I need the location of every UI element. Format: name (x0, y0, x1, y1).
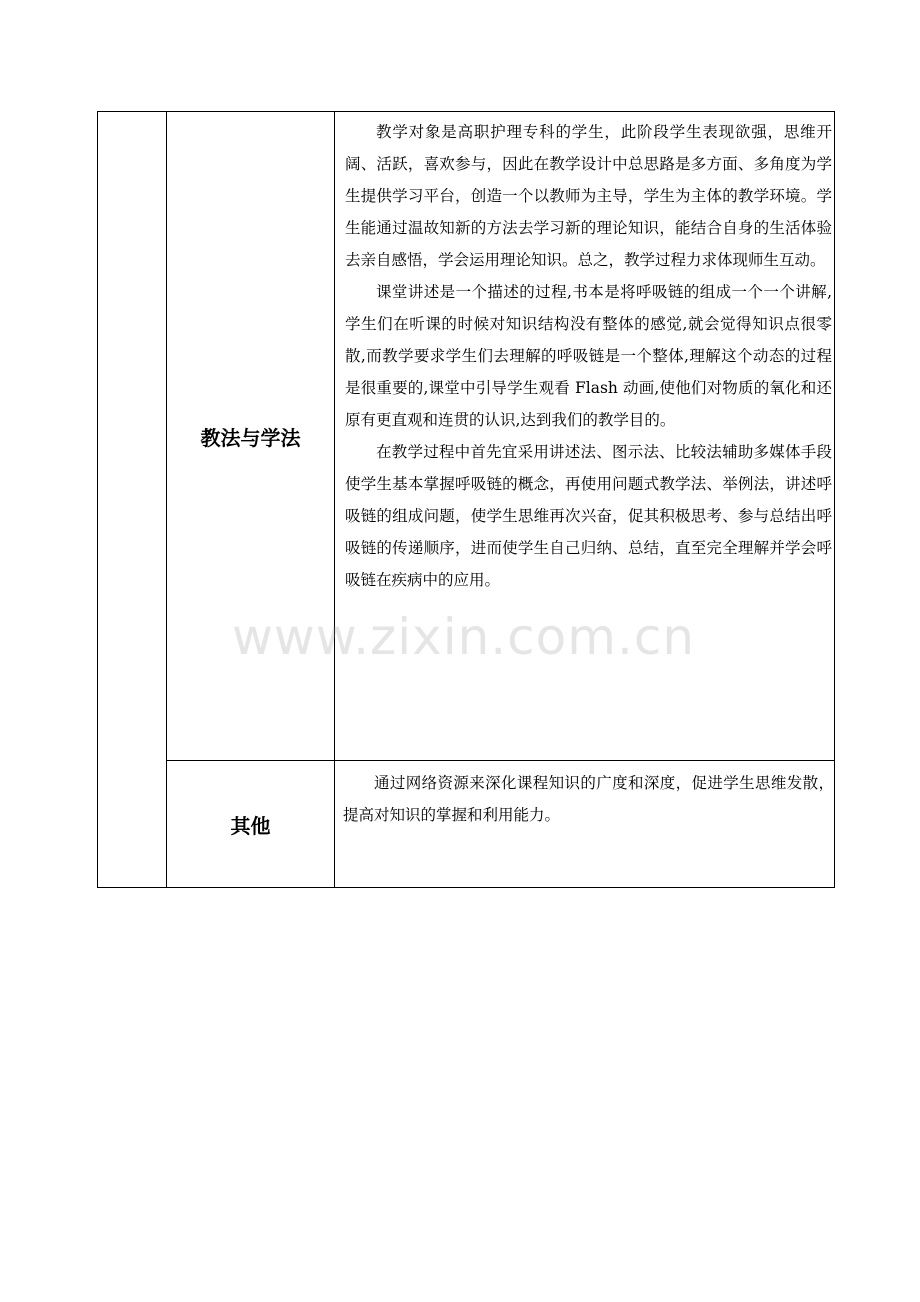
paragraph-methods-3: 在教学过程中首先宜采用讲述法、图示法、比较法辅助多媒体手段使学生基本掌握呼吸链的概念，再使用问题式教学法、举例法，讲述呼吸链的组成问题，使学生思维再次兴奋，促其积极思考、参与总结出呼吸链的传递顺序，进而使学生自己归纳、总结，直至完全理解并学会呼吸链在疾病中的应用。 (345, 443, 832, 589)
lesson-plan-table (97, 111, 835, 888)
label-cell-methods (167, 112, 335, 761)
paragraph-methods-1: 教学对象是高职护理专科的学生，此阶段学生表现欲强，思维开阔、活跃，喜欢参与，因此在教学设计中总思路是多方面、多角度为学生提供学习平台，创造一个以教师为主导，学生为主体的教学环境。学生能通过温故知新的方法去学习新的理论知识，能结合自身的生活体验去亲自感悟，学会运用理论知识。总之，教学过程力求体现师生互动。 (345, 123, 832, 269)
table-row-methods (98, 112, 835, 761)
label-cell-other (167, 761, 335, 888)
row-label-other: 其他 (230, 813, 271, 838)
content-block-methods (335, 112, 834, 760)
paragraph-other-1: 通过网络资源来深化课程知识的广度和深度，促进学生思维发散，提高对知识的掌握和利用能力。 (343, 774, 834, 824)
paragraph-methods-2: 课堂讲述是一个描述的过程,书本是将呼吸链的组成一个一个讲解,学生们在听课的时候对知识结构没有整体的感觉,就会觉得知识点很零散,而教学要求学生们去理解的呼吸链是一个整体,理解这个动态的过程是很重要的,课堂中引导学生观看 Flash 动画,使他们对物质的氧化和还原有更直观和连贯的认识,达到我们的教学目的。 (345, 283, 832, 429)
table-row-other (98, 761, 835, 888)
content-block-other (335, 761, 834, 887)
blank-side-cell (98, 112, 167, 888)
row-label-methods: 教法与学法 (200, 425, 301, 450)
watermark-text: www.zixin.com.cn (232, 608, 696, 666)
content-cell-other (335, 761, 835, 888)
content-cell-methods (335, 112, 835, 761)
